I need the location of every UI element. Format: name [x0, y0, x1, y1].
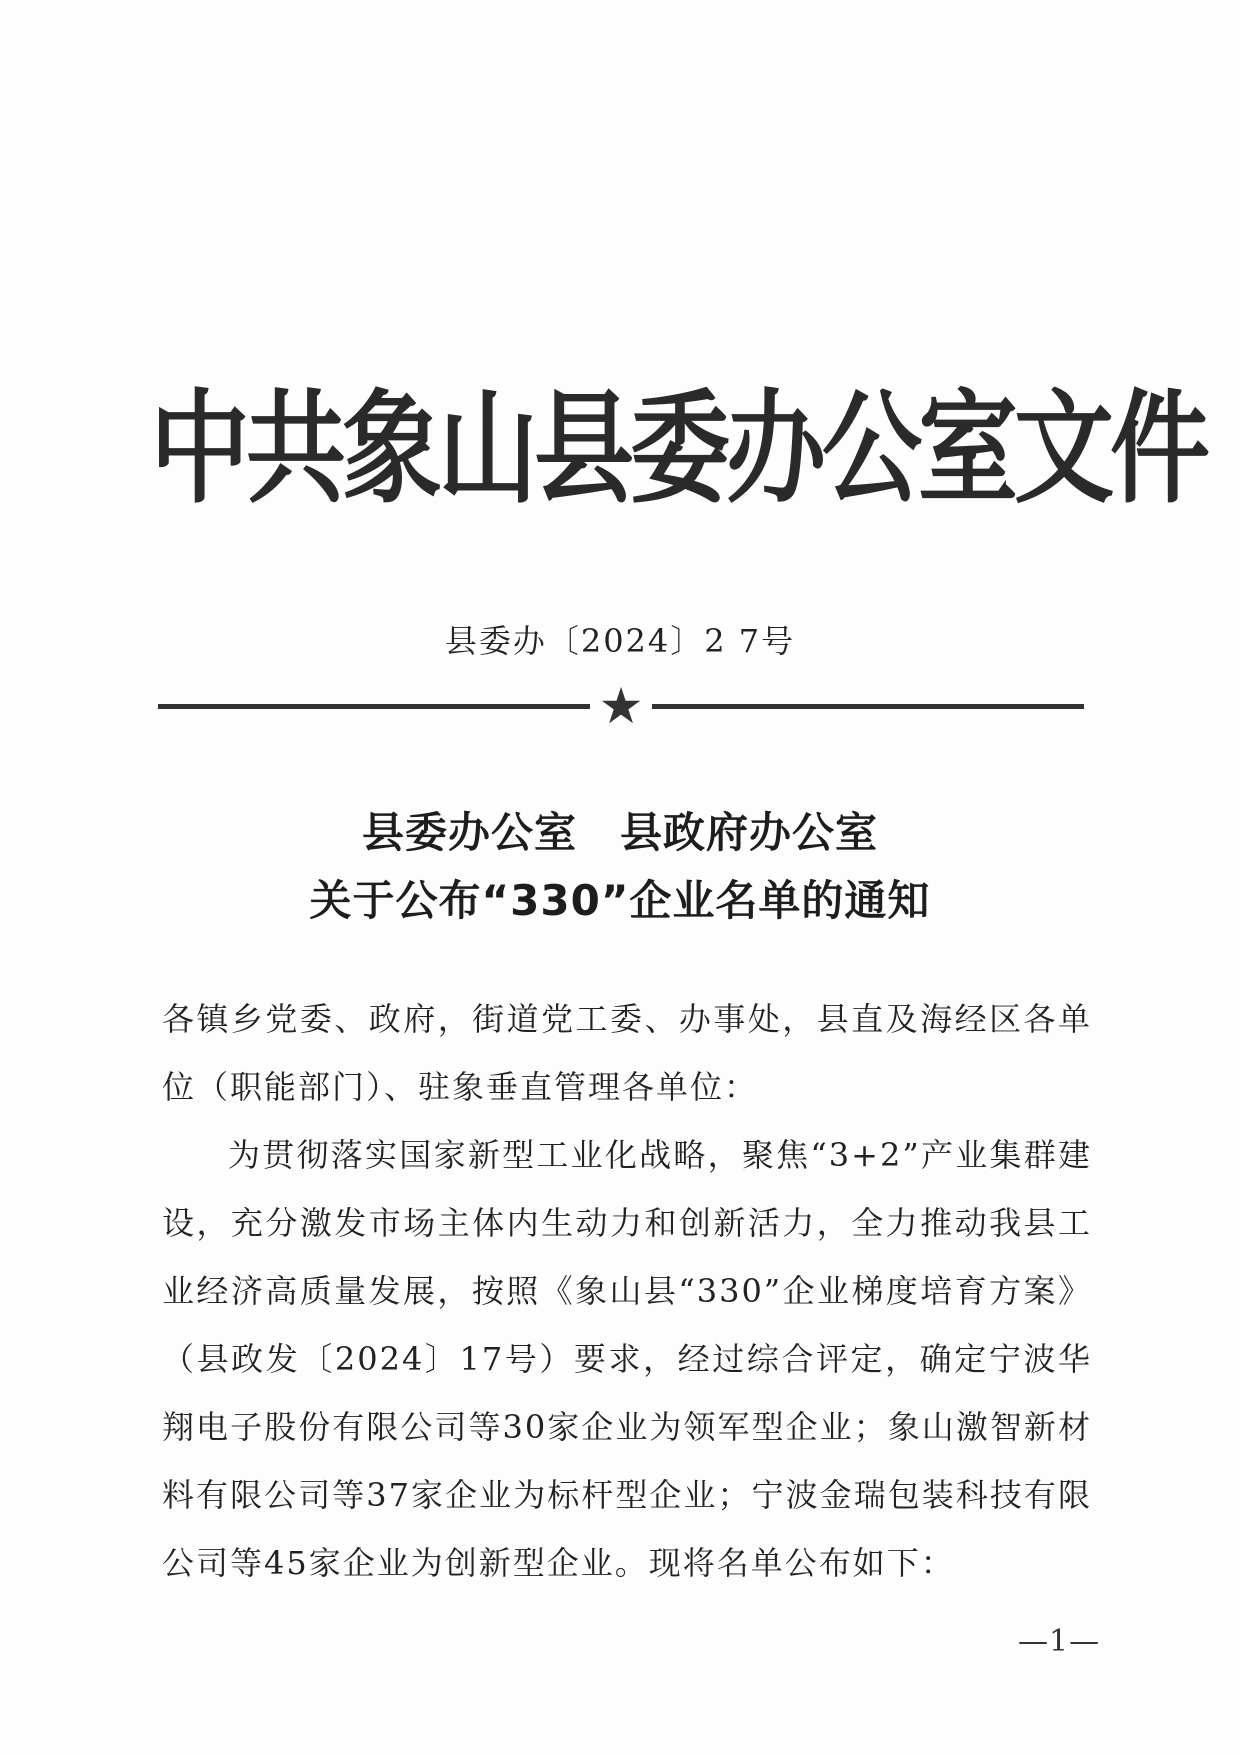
notice-body — [162, 985, 1092, 1597]
divider-line-left — [158, 704, 590, 709]
body-paragraph: 为贯彻落实国家新型工业化战略，聚焦“3+2”产业集群建设，充分激发市场主体内生动力和创新活力，全力推动我县工业经济高质量发展，按照《象山县“330”企业梯度培育方案》（县政发〔2024〕17号）要求，经过综合评定，确定宁波华翔电子股份有限公司等30家企业为领军型企业；象山激智新材料有限公司等37家企业为标杆型企业；宁波金瑞包装科技有限公司等45家企业为创新型企业。现将名单公布如下： — [162, 1136, 1092, 1582]
red-line-divider — [150, 677, 1090, 735]
page-number: —1— — [1018, 1624, 1101, 1659]
divider-line-right — [652, 704, 1084, 709]
document-number: 县委办〔2024〕2 7号 — [444, 622, 796, 660]
document-masthead: 中共象山县委办公室文件 — [150, 377, 1206, 521]
notice-title-line-1: 县委办公室 县政府办公室 — [361, 808, 878, 857]
salutation: 各镇乡党委、政府，街道党工委、办事处，县直及海经区各单位（职能部门）、驻象垂直管理各单位： — [162, 1000, 1092, 1106]
notice-title-line-2: 关于公布“330”企业名单的通知 — [309, 876, 931, 925]
star-icon: ★ — [598, 677, 644, 735]
